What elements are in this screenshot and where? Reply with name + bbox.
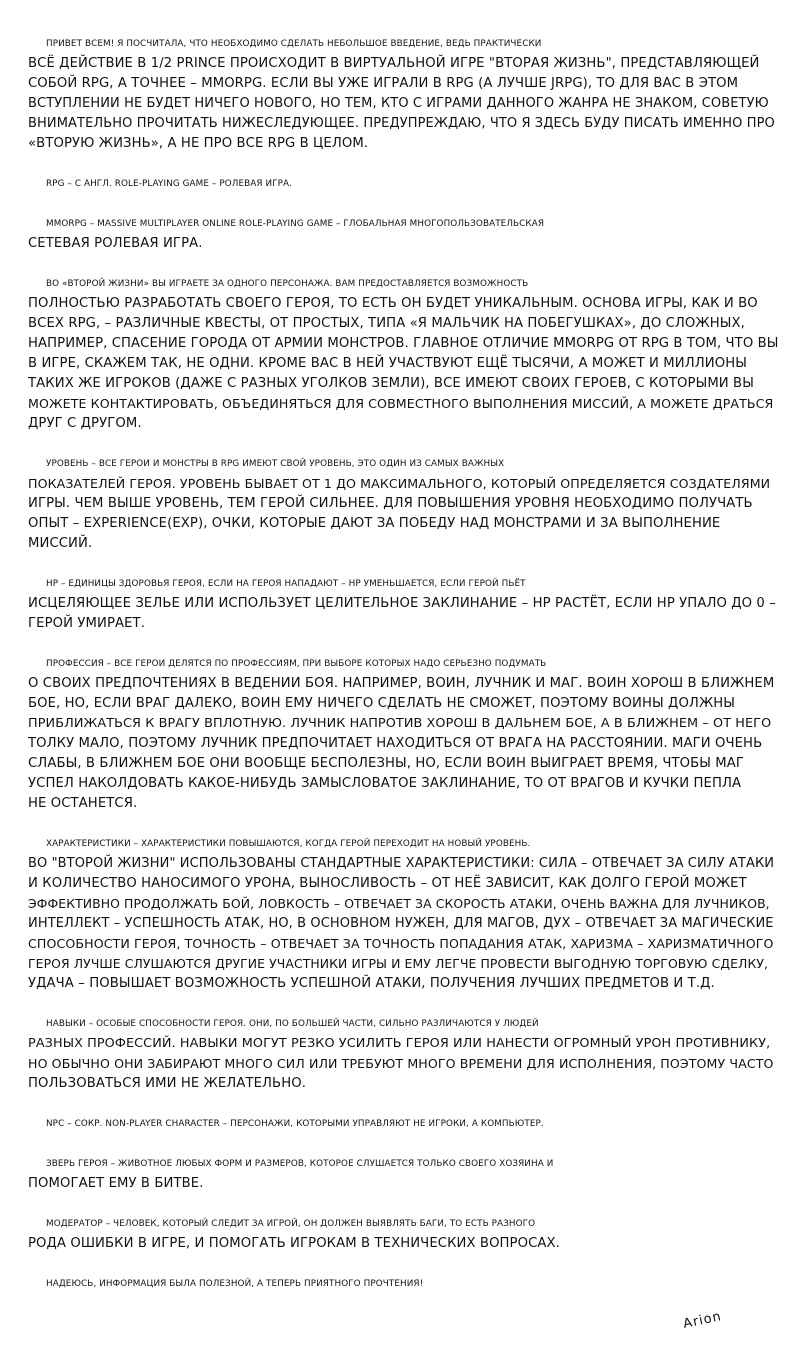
- text-line: ТАКИХ ЖЕ ИГРОКОВ (ДАЖЕ С РАЗНЫХ УГОЛКОВ ЗЕМЛИ), ВСЕ ИМЕЮТ СВОИХ ГЕРОЕВ, С КОТОРЫМИ ВЫ: [28, 376, 754, 391]
- text-line: В ИГРЕ, СКАЖЕМ ТАК, НЕ ОДНИ. КРОМЕ ВАС В НЕЙ УЧАСТВУЮТ ЕЩЁ ТЫСЯЧИ, А МОЖЕТ И МИЛЛИОНЫ: [28, 356, 747, 371]
- text-line: ПОКАЗАТЕЛЕЙ ГЕРОЯ. УРОВЕНЬ БЫВАЕТ ОТ 1 ДО МАКСИМАЛЬНОГО, КОТОРЫЙ ОПРЕДЕЛЯЕТСЯ СОЗДАТЕЛЯМИ: [28, 476, 771, 491]
- text-line: ПОЛЬЗОВАТЬСЯ ИМИ НЕ ЖЕЛАТЕЛЬНО.: [28, 1076, 306, 1091]
- text-line: МИССИЙ.: [28, 536, 93, 551]
- text-line: НАВЫКИ – ОСОБЫЕ СПОСОБНОСТИ ГЕРОЯ. ОНИ, ПО БОЛЬШЕЙ ЧАСТИ, СИЛЬНО РАЗЛИЧАЮТСЯ У ЛЮДЕЙ: [46, 1019, 539, 1029]
- text-line: НАПРИМЕР, СПАСЕНИЕ ГОРОДА ОТ АРМИИ МОНСТРОВ. ГЛАВНОЕ ОТЛИЧИЕ MMORPG ОТ RPG В ТОМ, ЧТО ВЫ: [28, 336, 779, 351]
- text-line: ОПЫТ – EXPERIENCE(EXP), ОЧКИ, КОТОРЫЕ ДАЮТ ЗА ПОБЕДУ НАД МОНСТРАМИ И ЗА ВЫПОЛНЕНИЕ: [28, 516, 721, 531]
- text-line: MMORPG – MASSIVE MULTIPLAYER ONLINE ROLE-PLAYING GAME – ГЛОБАЛЬНАЯ МНОГОПОЛЬЗОВАТЕЛЬСКАЯ: [46, 219, 545, 229]
- text-line: HP – ЕДИНИЦЫ ЗДОРОВЬЯ ГЕРОЯ, ЕСЛИ НА ГЕРОЯ НАПАДАЮТ – HP УМЕНЬШАЕТСЯ, ЕСЛИ ГЕРОЙ ПЬЁТ: [46, 579, 526, 589]
- document-body: [28, 34, 778, 1314]
- paragraph: [28, 574, 778, 634]
- text-line: БОЕ, НО, ЕСЛИ ВРАГ ДАЛЕКО, ВОИН ЕМУ НИЧЕГО СДЕЛАТЬ НЕ СМОЖЕТ, ПОЭТОМУ ВОИНЫ ДОЛЖНЫ: [28, 696, 735, 711]
- text-line: ТОЛКУ МАЛО, ПОЭТОМУ ЛУЧНИК ПРЕДПОЧИТАЕТ НАХОДИТЬСЯ ОТ ВРАГА НА РАССТОЯНИИ. МАГИ ОЧЕНЬ: [28, 736, 763, 751]
- text-line: ДРУГ С ДРУГОМ.: [28, 416, 142, 431]
- text-line: РАЗНЫХ ПРОФЕССИЙ. НАВЫКИ МОГУТ РЕЗКО УСИЛИТЬ ГЕРОЯ ИЛИ НАНЕСТИ ОГРОМНЫЙ УРОН ПРОТИВНИКУ,: [28, 1036, 771, 1051]
- paragraph: [28, 1014, 778, 1094]
- text-line: ПРОФЕССИЯ – ВСЕ ГЕРОИ ДЕЛЯТСЯ ПО ПРОФЕССИЯМ, ПРИ ВЫБОРЕ КОТОРЫХ НАДО СЕРЬЕЗНО ПОДУМАТЬ: [46, 659, 547, 669]
- text-line: СПОСОБНОСТИ ГЕРОЯ, ТОЧНОСТЬ – ОТВЕЧАЕТ ЗА ТОЧНОСТЬ ПОПАДАНИЯ АТАК, ХАРИЗМА – ХАРИЗМАТИЧНОГО: [28, 936, 774, 951]
- text-line: RPG – С АНГЛ. ROLE-PLAYING GAME – РОЛЕВАЯ ИГРА.: [46, 179, 293, 189]
- text-line: NPC – СОКР. NON-PLAYER CHARACTER – ПЕРСОНАЖИ, КОТОРЫМИ УПРАВЛЯЮТ НЕ ИГРОКИ, А КОМПЬЮТЕР.: [46, 1119, 544, 1129]
- paragraph: [28, 654, 778, 814]
- text-line: МОЖЕТЕ КОНТАКТИРОВАТЬ, ОБЪЕДИНЯТЬСЯ ДЛЯ СОВМЕСТНОГО ВЫПОЛНЕНИЯ МИССИЙ, А МОЖЕТЕ ДРАТЬСЯ: [28, 396, 774, 411]
- text-line: ХАРАКТЕРИСТИКИ – ХАРАКТЕРИСТИКИ ПОВЫШАЮТСЯ, КОГДА ГЕРОЙ ПЕРЕХОДИТ НА НОВЫЙ УРОВЕНЬ.: [46, 839, 531, 849]
- text-line: О СВОИХ ПРЕДПОЧТЕНИЯХ В ВЕДЕНИИ БОЯ. НАПРИМЕР, ВОИН, ЛУЧНИК И МАГ. ВОИН ХОРОШ В БЛИЖНЕМ: [28, 676, 775, 691]
- paragraph: [28, 274, 778, 434]
- text-line: МОДЕРАТОР – ЧЕЛОВЕК, КОТОРЫЙ СЛЕДИТ ЗА ИГРОЙ, ОН ДОЛЖЕН ВЫЯВЛЯТЬ БАГИ, ТО ЕСТЬ РАЗНОГО: [46, 1219, 536, 1229]
- paragraph: [28, 1214, 778, 1254]
- paragraph: [28, 834, 778, 994]
- paragraph: [28, 454, 778, 554]
- text-line: СОБОЙ RPG, А ТОЧНЕЕ – MMORPG. ЕСЛИ ВЫ УЖЕ ИГРАЛИ В RPG (А ЛУЧШЕ JRPG), ТО ДЛЯ ВАС В ЭТОМ: [28, 76, 739, 91]
- text-line: ВСТУПЛЕНИИ НЕ БУДЕТ НИЧЕГО НОВОГО, НО ТЕМ, КТО С ИГРАМИ ДАННОГО ЖАНРА НЕ ЗНАКОМ, СОВЕТУЮ: [28, 96, 769, 111]
- text-line: ВО "ВТОРОЙ ЖИЗНИ" ИСПОЛЬЗОВАНЫ СТАНДАРТНЫЕ ХАРАКТЕРИСТИКИ: СИЛА – ОТВЕЧАЕТ ЗА СИЛУ АТАКИ: [28, 856, 775, 871]
- text-line: НЕ ОСТАНЕТСЯ.: [28, 796, 138, 811]
- text-line: ИНТЕЛЛЕКТ – УСПЕШНОСТЬ АТАК, НО, В ОСНОВНОМ НУЖЕН, ДЛЯ МАГОВ, ДУХ – ОТВЕЧАЕТ ЗА МАГИЧЕСКИЕ: [28, 916, 774, 931]
- text-line: ИГРЫ. ЧЕМ ВЫШЕ УРОВЕНЬ, ТЕМ ГЕРОЙ СИЛЬНЕЕ. ДЛЯ ПОВЫШЕНИЯ УРОВНЯ НЕОБХОДИМО ПОЛУЧАТЬ: [28, 496, 753, 511]
- text-line: ВСЕХ RPG, – РАЗЛИЧНЫЕ КВЕСТЫ, ОТ ПРОСТЫХ, ТИПА «Я МАЛЬЧИК НА ПОБЕГУШКАХ», ДО СЛОЖНЫХ,: [28, 316, 745, 331]
- paragraph: [28, 174, 778, 194]
- paragraph: [28, 214, 778, 254]
- paragraph: [28, 1114, 778, 1134]
- paragraph: [28, 1154, 778, 1194]
- text-line: ПРИБЛИЖАТЬСЯ К ВРАГУ ВПЛОТНУЮ. ЛУЧНИК НАПРОТИВ ХОРОШ В ДАЛЬНЕМ БОЕ, А В БЛИЖНЕМ – ОТ НЕГО: [28, 716, 772, 731]
- author-signature: Arion: [681, 1309, 724, 1332]
- text-line: ГЕРОЙ УМИРАЕТ.: [28, 616, 145, 631]
- text-line: УРОВЕНЬ – ВСЕ ГЕРОИ И МОНСТРЫ В RPG ИМЕЮТ СВОЙ УРОВЕНЬ, ЭТО ОДИН ИЗ САМЫХ ВАЖНЫХ: [46, 459, 505, 469]
- text-line: «ВТОРУЮ ЖИЗНЬ», А НЕ ПРО ВСЕ RPG В ЦЕЛОМ.: [28, 136, 369, 151]
- text-line: ПОМОГАЕТ ЕМУ В БИТВЕ.: [28, 1176, 204, 1191]
- text-line: УСПЕЛ НАКОЛДОВАТЬ КАКОЕ-НИБУДЬ ЗАМЫСЛОВАТОЕ ЗАКЛИНАНИЕ, ТО ОТ ВРАГОВ И КУЧКИ ПЕПЛА: [28, 776, 742, 791]
- text-line: ПРИВЕТ ВСЕМ! Я ПОСЧИТАЛА, ЧТО НЕОБХОДИМО СДЕЛАТЬ НЕБОЛЬШОЕ ВВЕДЕНИЕ, ВЕДЬ ПРАКТИЧЕСКИ: [46, 39, 542, 49]
- text-line: НО ОБЫЧНО ОНИ ЗАБИРАЮТ МНОГО СИЛ ИЛИ ТРЕБУЮТ МНОГО ВРЕМЕНИ ДЛЯ ИСПОЛНЕНИЯ, ПОЭТОМУ ЧАСТО: [28, 1056, 774, 1071]
- paragraph: [28, 34, 778, 154]
- text-line: НАДЕЮСЬ, ИНФОРМАЦИЯ БЫЛА ПОЛЕЗНОЙ, А ТЕПЕРЬ ПРИЯТНОГО ПРОЧТЕНИЯ!: [46, 1279, 424, 1289]
- text-line: ВНИМАТЕЛЬНО ПРОЧИТАТЬ НИЖЕСЛЕДУЮЩЕЕ. ПРЕДУПРЕЖДАЮ, ЧТО Я ЗДЕСЬ БУДУ ПИСАТЬ ИМЕННО ПРО: [28, 116, 775, 131]
- text-line: СЛАБЫ, В БЛИЖНЕМ БОЕ ОНИ ВООБЩЕ БЕСПОЛЕЗНЫ, НО, ЕСЛИ ВОИН ВЫИГРАЕТ ВРЕМЯ, ЧТОБЫ МАГ: [28, 756, 745, 771]
- text-line: ЗВЕРЬ ГЕРОЯ – ЖИВОТНОЕ ЛЮБЫХ ФОРМ И РАЗМЕРОВ, КОТОРОЕ СЛУШАЕТСЯ ТОЛЬКО СВОЕГО ХОЗЯИНА И: [46, 1159, 554, 1169]
- text-line: И КОЛИЧЕСТВО НАНОСИМОГО УРОНА, ВЫНОСЛИВОСТЬ – ОТ НЕЁ ЗАВИСИТ, КАК ДОЛГО ГЕРОЙ МОЖЕТ: [28, 876, 747, 891]
- text-line: ВСЁ ДЕЙСТВИЕ В 1/2 PRINCE ПРОИСХОДИТ В ВИРТУАЛЬНОЙ ИГРЕ "ВТОРАЯ ЖИЗНЬ", ПРЕДСТАВЛЯЮЩЕЙ: [28, 56, 760, 71]
- text-line: СЕТЕВАЯ РОЛЕВАЯ ИГРА.: [28, 236, 203, 251]
- text-line: ВО «ВТОРОЙ ЖИЗНИ» ВЫ ИГРАЕТЕ ЗА ОДНОГО ПЕРСОНАЖА. ВАМ ПРЕДОСТАВЛЯЕТСЯ ВОЗМОЖНОСТЬ: [46, 279, 529, 289]
- text-line: ГЕРОЯ ЛУЧШЕ СЛУШАЮТСЯ ДРУГИЕ УЧАСТНИКИ ИГРЫ И ЕМУ ЛЕГЧЕ ПРОВЕСТИ ВЫГОДНУЮ ТОРГОВУЮ СДЕЛКУ,: [28, 956, 769, 971]
- text-line: ПОЛНОСТЬЮ РАЗРАБОТАТЬ СВОЕГО ГЕРОЯ, ТО ЕСТЬ ОН БУДЕТ УНИКАЛЬНЫМ. ОСНОВА ИГРЫ, КАК И ВО: [28, 296, 758, 311]
- paragraph: [28, 1274, 778, 1294]
- text-line: ИСЦЕЛЯЮЩЕЕ ЗЕЛЬЕ ИЛИ ИСПОЛЬЗУЕТ ЦЕЛИТЕЛЬНОЕ ЗАКЛИНАНИЕ – HP РАСТЁТ, ЕСЛИ HP УПАЛО ДО 0 –: [28, 596, 776, 611]
- text-line: ЭФФЕКТИВНО ПРОДОЛЖАТЬ БОЙ, ЛОВКОСТЬ – ОТВЕЧАЕТ ЗА СКОРОСТЬ АТАКИ, ОЧЕНЬ ВАЖНА ДЛЯ ЛУЧНИКОВ,: [28, 896, 770, 911]
- text-line: РОДА ОШИБКИ В ИГРЕ, И ПОМОГАТЬ ИГРОКАМ В ТЕХНИЧЕСКИХ ВОПРОСАХ.: [28, 1236, 560, 1251]
- text-line: УДАЧА – ПОВЫШАЕТ ВОЗМОЖНОСТЬ УСПЕШНОЙ АТАКИ, ПОЛУЧЕНИЯ ЛУЧШИХ ПРЕДМЕТОВ И Т.Д.: [28, 976, 715, 991]
